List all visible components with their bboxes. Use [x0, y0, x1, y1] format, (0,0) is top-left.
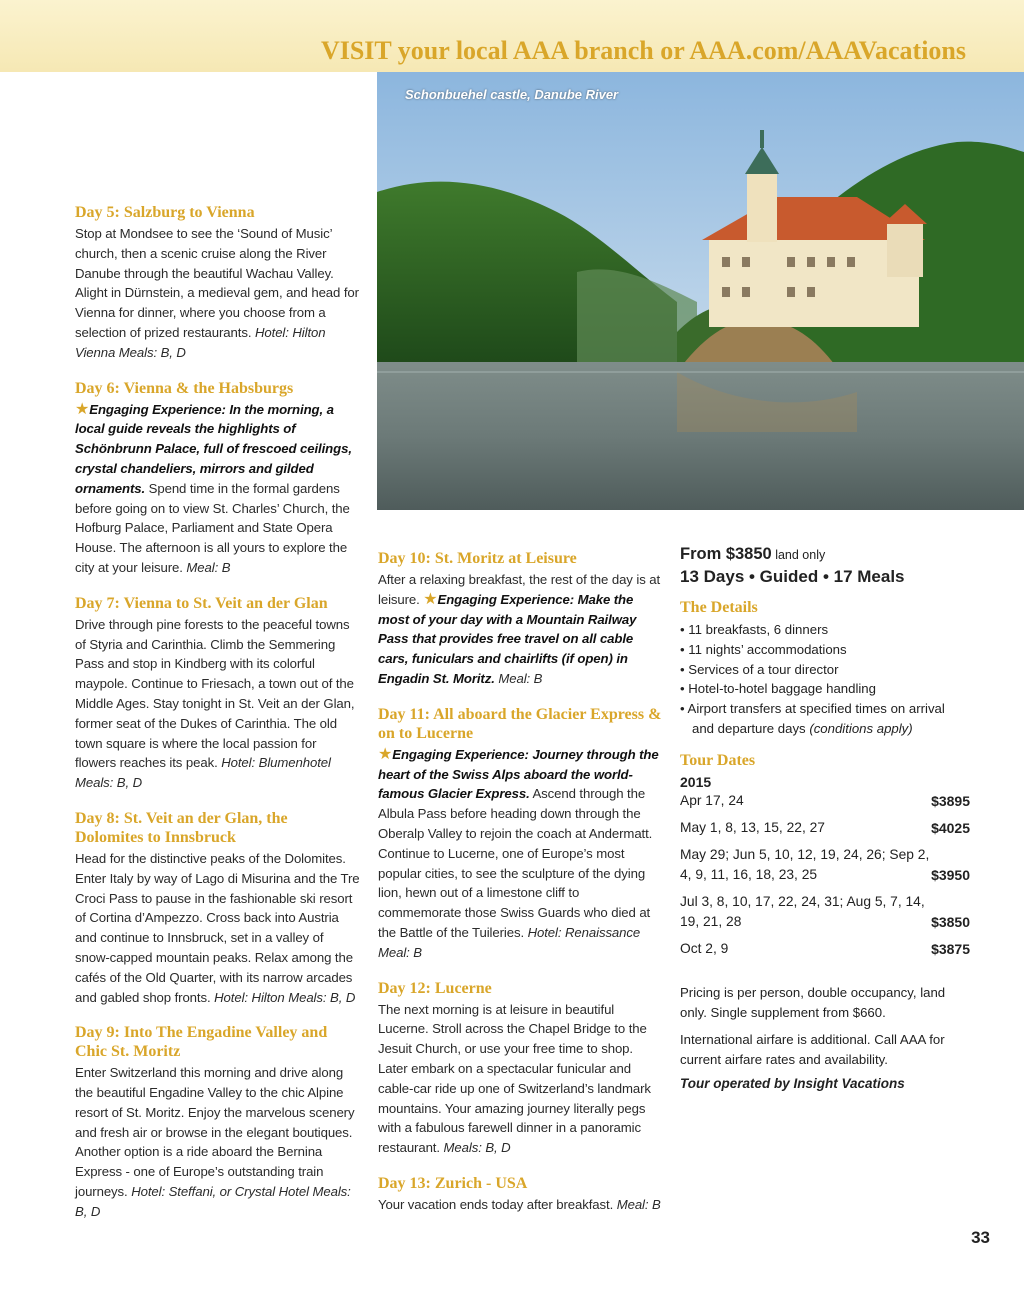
photo-caption: Schonbuehel castle, Danube River: [405, 87, 619, 102]
hotel-meals: Meal: B: [186, 559, 231, 575]
tour-tagline: 13 Days • Guided • 17 Meals: [680, 567, 905, 586]
page-number: 33: [971, 1228, 990, 1247]
day-9: [75, 1023, 360, 1221]
day-body: The next morning is at leisure in beautiful Lucerne. Stroll across the Chapel Bridge to the Jesuit Church, or use your free time to shop. Later embark on a spectacular funicular and cable-car ride up one of Switzerland’s landmark mountains. Your amazing journey literally pegs with a fabulous farewell dinner in a panoramic restaurant. Meals: B, D: [378, 1001, 651, 1156]
day-title: Day 5: Salzburg to Vienna: [75, 204, 255, 221]
list-item: • 11 nights’ accommodations: [680, 641, 847, 657]
day-body: ★Engaging Experience: Journey through the heart of the Swiss Alps aboard the world-famous Glacier Express. Ascend through the Albula Pass before heading down through the Oberalp Valley to rejoin the coach at Andermatt. Continue to Lucerne, one of Europe’s most popular cities, to see the sculpture of the dying lion, hewn out of a limestone cliff to commemorate those Swiss Guards who died at the Battle of the Tuileries. Hotel: Renaissance Meal: B: [378, 745, 659, 960]
hotel-meals: Hotel: Steffani, or Crystal Hotel Meals: B, D: [75, 1184, 351, 1219]
star-icon: ★: [378, 745, 393, 763]
hotel-meals: Hotel: Hilton Meals: B, D: [214, 989, 356, 1005]
day-8: [75, 809, 360, 1007]
day-title: Day 8: St. Veit an der Glan, the Dolomites to Innsbruck: [75, 809, 288, 846]
details-heading: The Details: [680, 599, 758, 616]
hotel-meals: Hotel: Blumenhotel Meals: B, D: [75, 755, 331, 791]
day-body: Stop at Mondsee to see the ‘Sound of Music’ church, then a scenic cruise along the River Danube through the beautiful Wachau Valley. Alight in Dürnstein, a medieval gem, and head for Vienna for dinner, where you choose from a selection of prized restaurants. Hotel: Hilton Vienna Meals: B, D: [75, 226, 359, 360]
from-price: From $3850 land only: [680, 545, 826, 563]
details-list: [680, 620, 970, 739]
star-icon: ★: [75, 400, 90, 418]
list-item: • Airport transfers at specified times on arrival and departure days (conditions apply): [680, 701, 945, 736]
day-title: Day 6: Vienna & the Habsburgs: [75, 379, 294, 397]
list-item: • 11 breakfasts, 6 dinners: [680, 622, 829, 637]
day-5: [75, 203, 360, 363]
hotel-meals: Meal: B: [498, 670, 543, 686]
day-6: [75, 379, 360, 578]
hotel-meals: Meals: B, D: [443, 1140, 511, 1156]
tour-year: 2015: [680, 773, 712, 790]
date-row: May 1, 8, 13, 15, 22, 27 $4025: [680, 819, 970, 836]
day-body: Enter Switzerland this morning and drive along the beautiful Engadine Valley to the chic Alpine resort of St. Moritz. Enjoy the marvelous scenery and fresh air or browse in the elegant boutiques. Another option is a ride aboard the Bernina Express - one of Europe’s outstanding train journeys. Hotel: Steffani, or Crystal Hotel Meals: B, D: [75, 1065, 355, 1219]
hotel-meals: Hotel: Hilton Vienna Meals: B, D: [75, 324, 326, 360]
engaging-experience: Engaging Experience: Journey through the heart of the Swiss Alps aboard the world-famous Glacier Express.: [378, 746, 659, 802]
date-row: Oct 2, 9 $3875: [680, 940, 970, 957]
engaging-experience: Engaging Experience: In the morning, a local guide reveals the highlights of Schönbrunn Palace, full of frescoed ceilings, crystal chandeliers, mirrors and gilded ornaments.: [75, 401, 352, 496]
tour-dates-heading: Tour Dates: [680, 751, 756, 769]
date-row: Jul 3, 8, 10, 17, 22, 24, 31; Aug 5, 7, 14, 19, 21, 28 $3850: [680, 893, 970, 930]
castle-photo: [377, 72, 1024, 510]
day-13: [378, 1174, 662, 1215]
tour-operator: Tour operated by Insight Vacations: [680, 1075, 905, 1091]
day-10: [378, 549, 662, 689]
airfare-note: International airfare is additional. Call AAA for current airfare rates and availability.: [680, 1032, 945, 1068]
hotel-meals: Hotel: Renaissance Meal: B: [378, 924, 641, 960]
itinerary-column-middle: [378, 549, 662, 1231]
day-title: Day 13: Zurich - USA: [378, 1174, 528, 1192]
day-title: Day 10: St. Moritz at Leisure: [378, 550, 577, 567]
day-title: Day 11: All aboard the Glacier Express & on to Lucerne: [378, 705, 662, 742]
list-item: • Services of a tour director: [680, 661, 839, 677]
engaging-experience: Engaging Experience: Make the most of your day with a Mountain Railway Pass that provides free travel on all cable cars, funiculars and chairlifts (if open) in Engadin St. Moritz.: [378, 591, 637, 686]
day-title: Day 9: Into The Engadine Valley and Chic St. Moritz: [75, 1024, 328, 1061]
day-11: [378, 705, 662, 963]
day-title: Day 7: Vienna to St. Veit an der Glan: [75, 594, 328, 612]
date-row: Apr 17, 24 $3895: [680, 792, 970, 809]
star-icon: ★: [423, 590, 438, 608]
day-title: Day 12: Lucerne: [378, 979, 492, 997]
pricing-note: Pricing is per person, double occupancy, land only. Single supplement from $660.: [680, 984, 946, 1020]
visit-aaa-link[interactable]: VISIT your local AAA branch or AAA.com/AAAVacations: [320, 36, 966, 65]
list-item: • Hotel-to-hotel baggage handling: [680, 681, 876, 697]
day-12: [378, 979, 662, 1158]
day-body: After a relaxing breakfast, the rest of the day is at leisure. ★Engaging Experience: Make the most of your day with a Mountain Railway Pass that provides free travel on all cable cars, funiculars and chairlifts (if open) in Engadin St. Moritz. Meal: B: [378, 572, 661, 686]
day-7: [75, 594, 360, 793]
day-body: ★Engaging Experience: In the morning, a local guide reveals the highlights of Schönbrunn Palace, full of frescoed ceilings, crystal chandeliers, mirrors and gilded ornaments. Spend time in the formal gardens before going on to view St. Charles’ Church, the Hofburg Palace, Parliament and State Opera House. The afternoon is all yours to explore the city at your leisure. Meal: B: [75, 400, 352, 575]
day-body: Head for the distinctive peaks of the Dolomites. Enter Italy by way of Lago di Misurina and the Tre Croci Pass to pause in the fashionable ski resort of Cortina d’Ampezzo. Cross back into Austria and continue to Innsbruck, set in a valley of snow-capped mountain peaks. Relax among the cafés of the Old Quarter, with its narrow arcades and gabled shop fronts. Hotel: Hilton Meals: B, D: [75, 850, 360, 1005]
date-row: May 29; Jun 5, 10, 12, 19, 24, 26; Sep 2, 4, 9, 11, 16, 18, 23, 25 $3950: [680, 846, 970, 883]
pricing-column: [680, 543, 970, 1091]
itinerary-column-left: [75, 203, 360, 1238]
day-body: Your vacation ends today after breakfast. Meal: B: [378, 1196, 661, 1212]
hotel-meals: Meal: B: [616, 1196, 661, 1212]
day-body: Drive through pine forests to the peaceful towns of Styria and Carinthia. Climb the Semmering Pass and stop in Kindberg with its colorful maypole. Continue to Friesach, a town out of the Middle Ages. Stay tonight in St. Veit an der Glan, former seat of the Dukes of Carinthia. The old town square is where the local passion for flowers reaches its peak. Hotel: Blumenhotel Meals: B, D: [75, 616, 355, 791]
